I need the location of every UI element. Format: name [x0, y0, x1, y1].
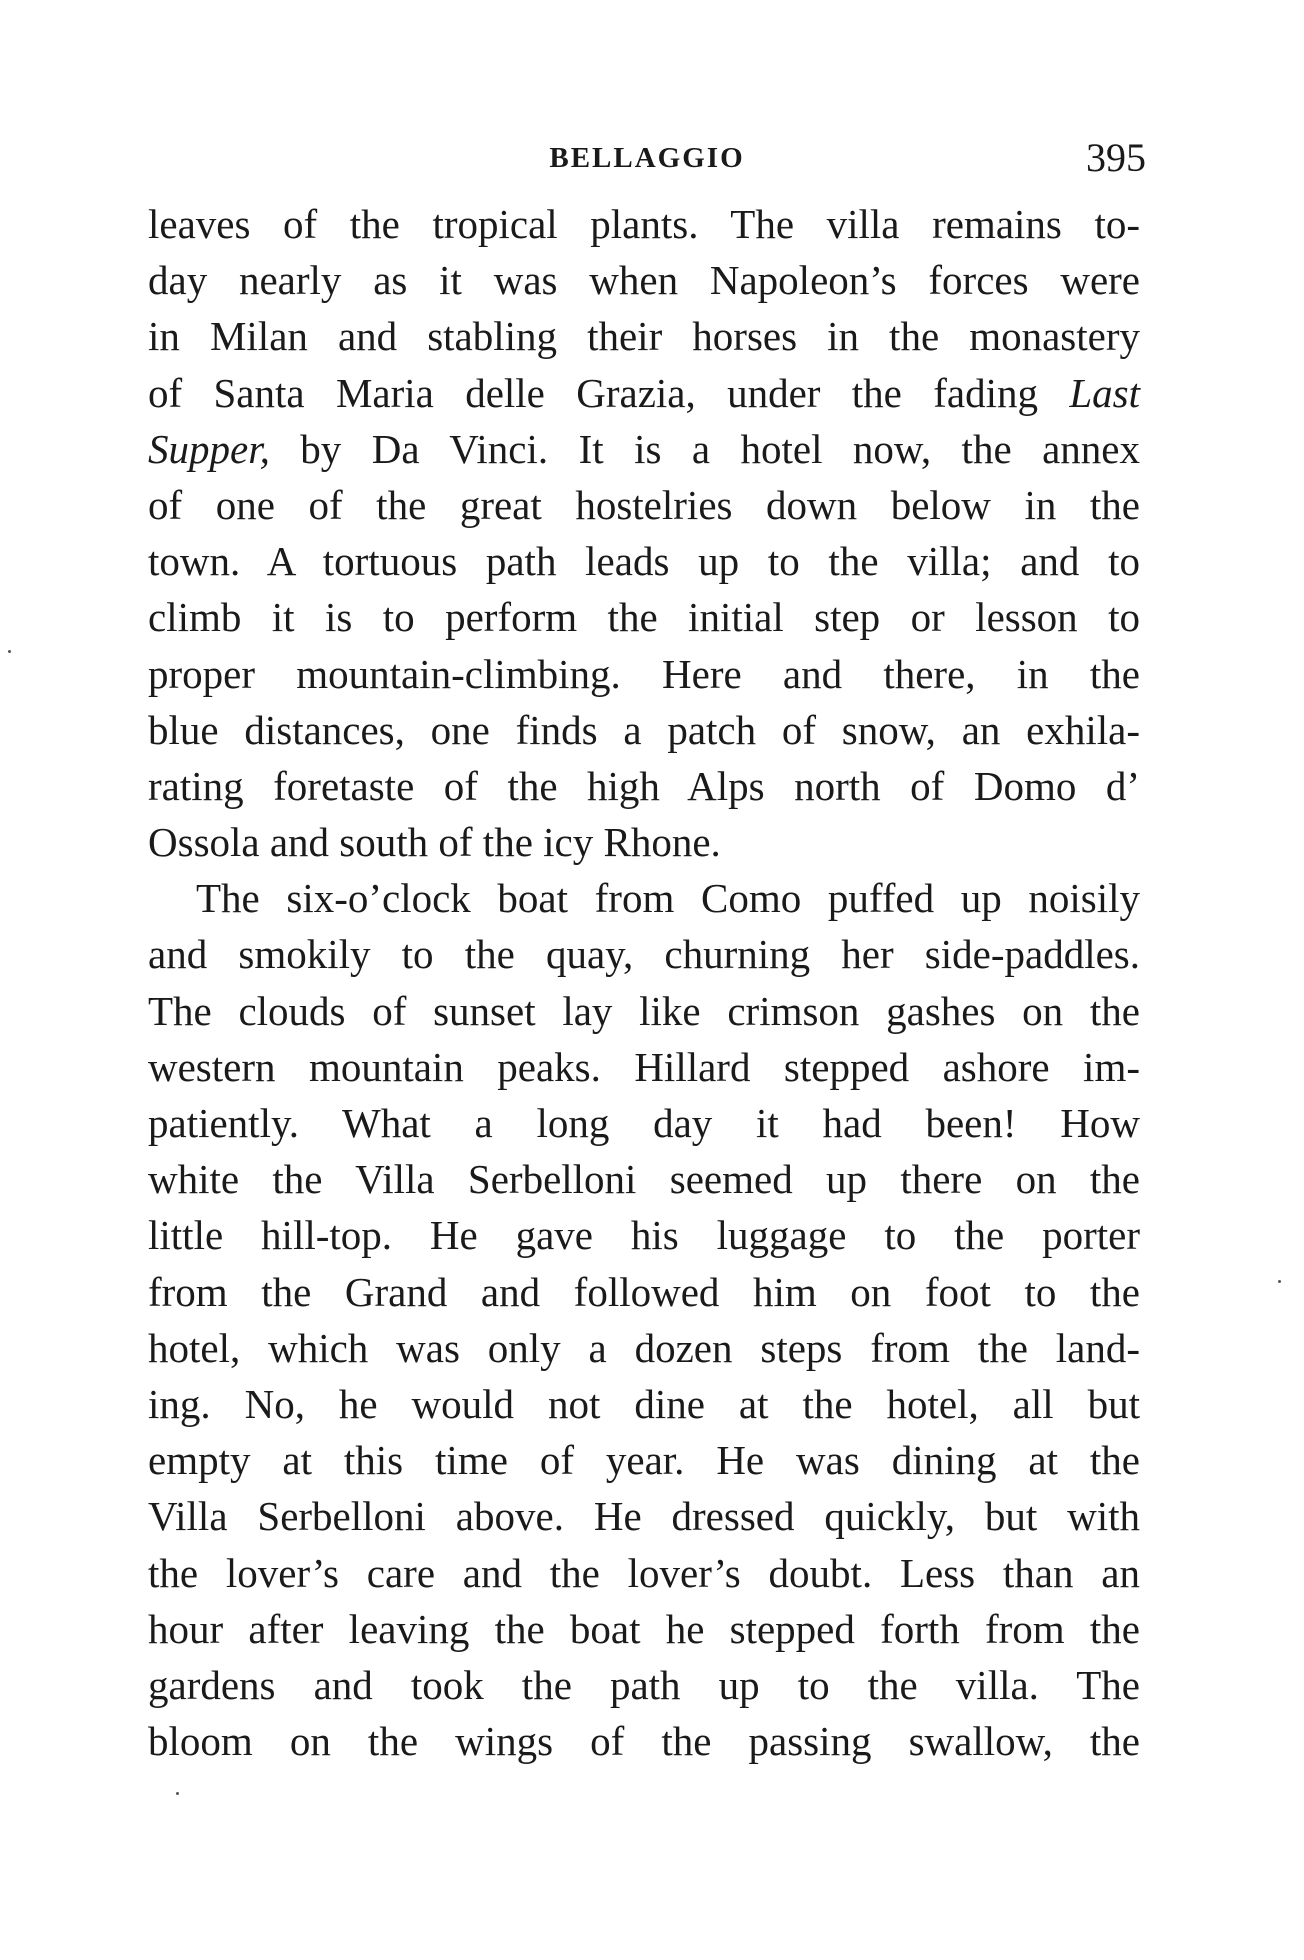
scan-speck [176, 1792, 179, 1795]
text-line: hour after leaving the boat he stepped forth from the [148, 1605, 1140, 1652]
page-number: 395 [1086, 135, 1146, 180]
text-line: white the Villa Serbelloni seemed up there on the [148, 1156, 1140, 1203]
text-line: and smokily to the quay, churning her side-paddles. [148, 931, 1140, 978]
text-line: The six-o’clock boat from Como puffed up noisily [196, 875, 1140, 922]
text-line: leaves of the tropical plants. The villa remains to- [148, 201, 1140, 247]
text-line: The clouds of sunset lay like crimson gashes on the [148, 987, 1140, 1034]
text-line: town. A tortuous path leads up to the villa; and to [148, 538, 1140, 585]
paragraph-2 [148, 870, 1140, 1769]
text-line: of one of the great hostelries down below in the [148, 481, 1140, 528]
running-head [148, 135, 1146, 180]
text-line: Supper, by Da Vinci. It is a hotel now, the annex [148, 425, 1140, 472]
text-line: the lover’s care and the lover’s doubt. Less than an [148, 1549, 1140, 1596]
text-line: bloom on the wings of the passing swallow, the [148, 1718, 1140, 1765]
text-line: little hill-top. He gave his luggage to the porter [148, 1212, 1140, 1259]
text-line: in Milan and stabling their horses in the monastery [148, 313, 1140, 360]
text-line: from the Grand and followed him on foot to the [148, 1268, 1140, 1315]
text-line: hotel, which was only a dozen steps from the land- [148, 1324, 1140, 1371]
text-line: of Santa Maria delle Grazia, under the fading Last [148, 369, 1140, 416]
text-line: empty at this time of year. He was dining at the [148, 1437, 1140, 1484]
body-text [148, 196, 1140, 1769]
text-line: Villa Serbelloni above. He dressed quickly, but with [148, 1493, 1140, 1540]
text-line: western mountain peaks. Hillard stepped ashore im- [148, 1043, 1140, 1090]
paragraph-1 [148, 196, 1140, 870]
scan-speck [1278, 1280, 1281, 1283]
text-line: blue distances, one finds a patch of snow, an exhila- [148, 706, 1140, 753]
text-line: patiently. What a long day it had been! How [148, 1100, 1140, 1146]
text-line: Ossola and south of the icy Rhone. [148, 819, 721, 866]
running-title: BELLAGGIO [549, 142, 745, 174]
scan-speck [8, 650, 11, 653]
text-line: day nearly as it was when Napoleon’s forces were [148, 257, 1140, 304]
text-line: gardens and took the path up to the villa. The [148, 1661, 1140, 1708]
text-line: rating foretaste of the high Alps north of Domo d’ [148, 762, 1140, 809]
text-line: ing. No, he would not dine at the hotel, all but [148, 1380, 1140, 1427]
text-line: proper mountain-climbing. Here and there, in the [148, 650, 1140, 697]
text-line: climb it is to perform the initial step or lesson to [148, 594, 1140, 641]
